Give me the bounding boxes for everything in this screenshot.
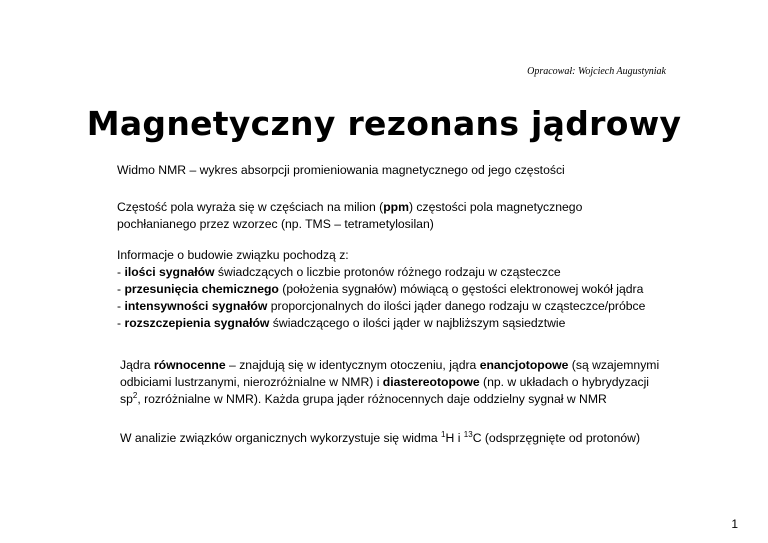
analysis-text: W analizie związków organicznych wykorzystuje się widma [120, 431, 442, 445]
list-dash: - [117, 299, 125, 313]
analysis-paragraph [120, 430, 640, 447]
nuclei-text: – znajdują się w identycznym otoczeniu, jądra [225, 358, 480, 372]
list-text: świadczących o liczbie protonów różnego rodzaju w cząsteczce [214, 265, 561, 279]
info-intro: Informacje o budowie związku pochodzą z: [117, 248, 349, 262]
nuclei-text: (np. w układach o hybrydyzacji [479, 375, 649, 389]
superscript: 2 [132, 390, 138, 400]
list-text: (położenia sygnałów) mówiącą o gęstości elektronowej wokół jądra [278, 282, 644, 296]
shift-text-pre: Częstość pola wyraża się w częściach na milion ( [117, 200, 384, 214]
analysis-text: H i [445, 431, 464, 445]
list-dash: - [117, 265, 125, 279]
list-term: ilości sygnałów [124, 265, 215, 279]
nuclei-line-1 [120, 357, 659, 374]
author-credit: Opracował: Wojciech Augustyniak [527, 66, 666, 77]
list-item [117, 298, 645, 315]
superscript: 1 [441, 429, 446, 439]
nuclei-text: (są wzajemnymi [568, 358, 660, 372]
term-rownocenne: równocenne [153, 358, 226, 372]
shift-line-2: pochłanianego przez wzorzec (np. TMS – tetrametylosilan) [117, 217, 434, 231]
term-enancjotopowe: enancjotopowe [479, 358, 569, 372]
nuclei-line-3 [120, 391, 659, 408]
shift-paragraph [117, 199, 582, 233]
info-paragraph [117, 247, 645, 332]
list-term: intensywności sygnałów [124, 299, 268, 313]
page-title: Magnetyczny rezonans jądrowy [86, 104, 682, 143]
superscript: 13 [463, 429, 473, 439]
list-term: rozszczepienia sygnałów [124, 316, 270, 330]
list-text: świadczącego o ilości jąder w najbliższym sąsiedztwie [269, 316, 566, 330]
ppm-term: ppm [383, 200, 409, 214]
list-dash: - [117, 282, 125, 296]
list-term: przesunięcia chemicznego [124, 282, 279, 296]
nuclei-text: Jądra [120, 358, 154, 372]
nuclei-text: , rozróżnialne w NMR). Każda grupa jąder różnocennych daje oddzielny sygnał w NMR [137, 392, 607, 406]
definition-paragraph: Widmo NMR – wykres absorpcji promieniowania magnetycznego od jego częstości [117, 163, 565, 177]
page-number: 1 [731, 517, 738, 531]
term-diastereotopowe: diastereotopowe [382, 375, 480, 389]
nuclei-text: odbiciami lustrzanymi, nierozróżnialne w NMR) i [120, 375, 383, 389]
list-item [117, 315, 645, 332]
nuclei-line-2 [120, 374, 659, 391]
shift-line-1 [117, 199, 582, 216]
nuclei-text: sp [120, 392, 133, 406]
list-text: proporcjonalnych do ilości jąder danego rodzaju w cząsteczce/próbce [267, 299, 646, 313]
list-item [117, 281, 645, 298]
nuclei-paragraph [120, 357, 659, 408]
shift-text-post: ) częstości pola magnetycznego [408, 200, 583, 214]
list-dash: - [117, 316, 125, 330]
analysis-text: C (odsprzęgnięte od protonów) [472, 431, 641, 445]
list-item [117, 264, 645, 281]
